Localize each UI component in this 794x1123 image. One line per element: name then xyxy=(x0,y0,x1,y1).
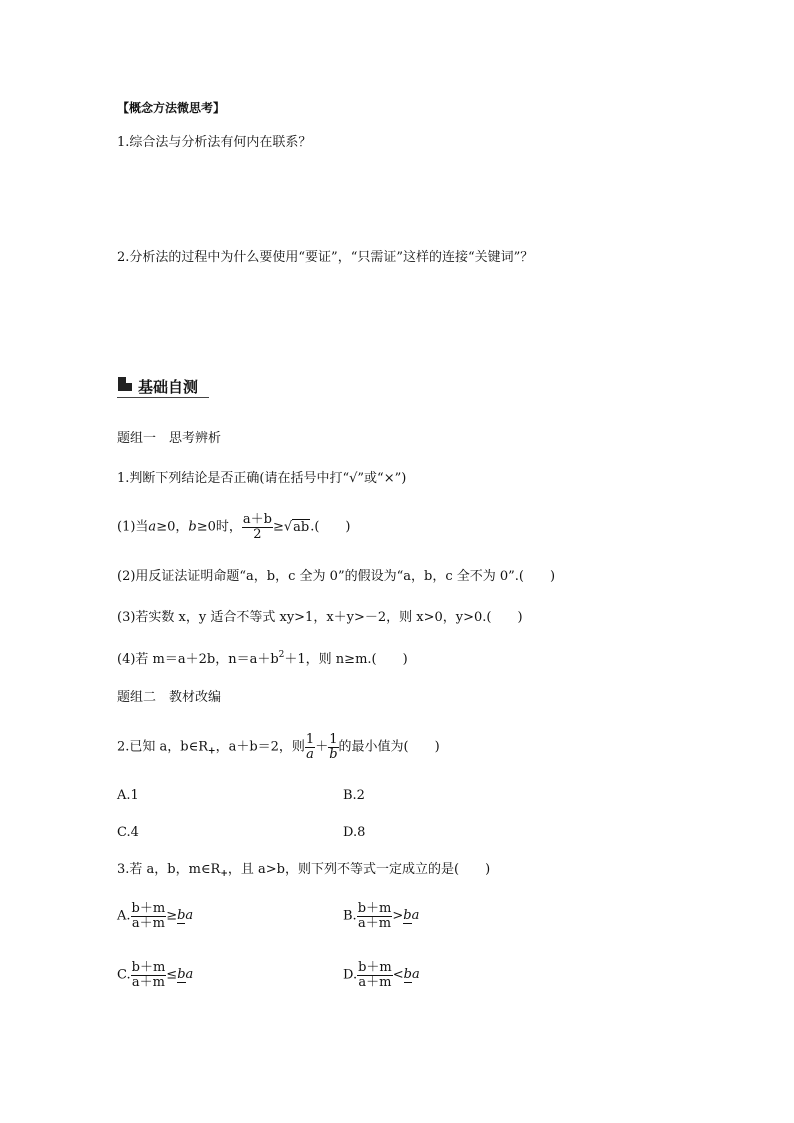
section-header xyxy=(117,373,209,398)
q3d-frac-left xyxy=(357,961,393,989)
group1-question-1: 1.判断下列结论是否正确(请在括号中打“√”或“×”) xyxy=(117,471,407,486)
q3b-label: B. xyxy=(343,908,357,924)
q2-frac-b-num: 1 xyxy=(329,732,338,747)
q3d-left-den: a＋m xyxy=(358,974,392,990)
group2-question-3 xyxy=(117,863,490,879)
q3b-right-den: a xyxy=(411,908,420,924)
q2-frac-a xyxy=(305,733,315,761)
q2-sub: + xyxy=(208,746,216,757)
q3a-frac-right xyxy=(177,909,193,923)
q3-sub: + xyxy=(220,869,228,879)
q3a-right-num: b xyxy=(177,908,186,924)
concept-heading: 【概念方法微思考】 xyxy=(117,101,226,115)
judge-item-2: (2)用反证法证明命题“a，b，c 全为 0”的假设为“a，b，c 全不为 0”.( ) xyxy=(117,569,556,584)
q2-a: 2.已知 a，b∈R xyxy=(117,739,209,755)
q3c-rel: ≤ xyxy=(166,967,178,983)
item4-b: ＋1，则 n≥m.( ) xyxy=(284,652,408,667)
q3c-left-den: a＋m xyxy=(131,974,165,990)
q3d-rel: < xyxy=(392,967,404,983)
q2-frac-a-den: a xyxy=(306,746,314,762)
q3a-right-den: a xyxy=(185,908,194,924)
q3a-frac-left xyxy=(131,902,167,930)
q3a-left-den: a＋m xyxy=(131,915,165,931)
q3d-frac-right xyxy=(404,968,420,982)
section-title: 基础自测 xyxy=(138,378,199,396)
judge-item-1: (1)当a≥0，b≥0时， $\frac{a+b}{2}$ ≥√ab.( ) xyxy=(117,512,351,542)
item1-frac-num: a＋b xyxy=(242,512,272,527)
item1-cond: ≥0， xyxy=(156,519,189,535)
item1-ge: ≥ xyxy=(272,519,284,535)
item1-sqrt: ab xyxy=(293,519,310,535)
q3c-left-num: b＋m xyxy=(131,960,166,975)
q3b-left-den: a＋m xyxy=(357,915,392,931)
q3a-label: A. xyxy=(117,908,131,924)
judge-item-3: (3)若实数 x，y 适合不等式 xy>1，x＋y>－2，则 x>0，y>0.( ) xyxy=(117,610,523,625)
q3d-label: D. xyxy=(343,967,358,983)
q3-option-b xyxy=(343,902,419,930)
q3c-right-den: a xyxy=(185,967,194,983)
group2-question-2 xyxy=(117,733,440,761)
concept-question-1: 1.综合法与分析法有何内在联系？ xyxy=(117,135,312,150)
q3b-left-num: b＋m xyxy=(357,901,392,916)
q2-b: ，a＋b＝2，则 xyxy=(215,739,305,755)
q3b-frac-left xyxy=(357,902,393,930)
q2-frac-b xyxy=(328,733,338,761)
q3c-frac-right xyxy=(177,968,193,982)
q3-option-c xyxy=(117,961,193,989)
q3-b: ，且 a>b，则下列不等式一定成立的是( ) xyxy=(227,862,491,877)
group2-title: 题组二 教材改编 xyxy=(117,690,222,705)
item1-cond2: ≥0时， xyxy=(196,519,242,535)
q2-option-d: D.8 xyxy=(343,825,366,840)
q3-a: 3.若 a，b，m∈R xyxy=(117,862,221,877)
item1-fraction xyxy=(242,513,273,541)
q3d-right-den: a xyxy=(411,967,420,983)
q2-c: 的最小值为( ) xyxy=(338,739,440,755)
q2-frac-a-num: 1 xyxy=(305,732,315,747)
q2-frac-b-den: b xyxy=(329,746,338,762)
item1-prefix: (1)当 xyxy=(117,519,149,535)
section-square-icon xyxy=(118,377,132,391)
q2-plus: ＋ xyxy=(315,739,329,755)
q3c-frac-left xyxy=(131,961,167,989)
concept-question-2: 2.分析法的过程中为什么要使用“要证”，“只需证”这样的连接“关键词”？ xyxy=(117,250,534,265)
item4-sup: 2 xyxy=(278,650,285,660)
q2-option-b: B.2 xyxy=(343,788,365,803)
q3b-frac-right xyxy=(403,909,419,923)
q3b-rel: > xyxy=(392,908,404,924)
group1-title: 题组一 思考辨析 xyxy=(117,431,222,446)
q3a-rel: ≥ xyxy=(166,908,178,924)
item1-end: .( ) xyxy=(310,519,351,535)
judge-item-4 xyxy=(117,651,408,666)
q3d-right-num: b xyxy=(403,967,412,983)
q3d-left-num: b＋m xyxy=(358,960,392,975)
q3-option-d xyxy=(343,961,420,989)
q2-option-c: C.4 xyxy=(117,825,139,840)
q3a-left-num: b＋m xyxy=(131,901,166,916)
q3b-right-num: b xyxy=(403,908,412,924)
q3c-right-num: b xyxy=(177,967,186,983)
item4-a: (4)若 m＝a＋2b，n＝a＋b xyxy=(117,652,279,667)
q2-option-a: A.1 xyxy=(117,788,139,803)
q3-option-a xyxy=(117,902,193,930)
item1-frac-den: 2 xyxy=(253,526,262,542)
q3c-label: C. xyxy=(117,967,131,983)
